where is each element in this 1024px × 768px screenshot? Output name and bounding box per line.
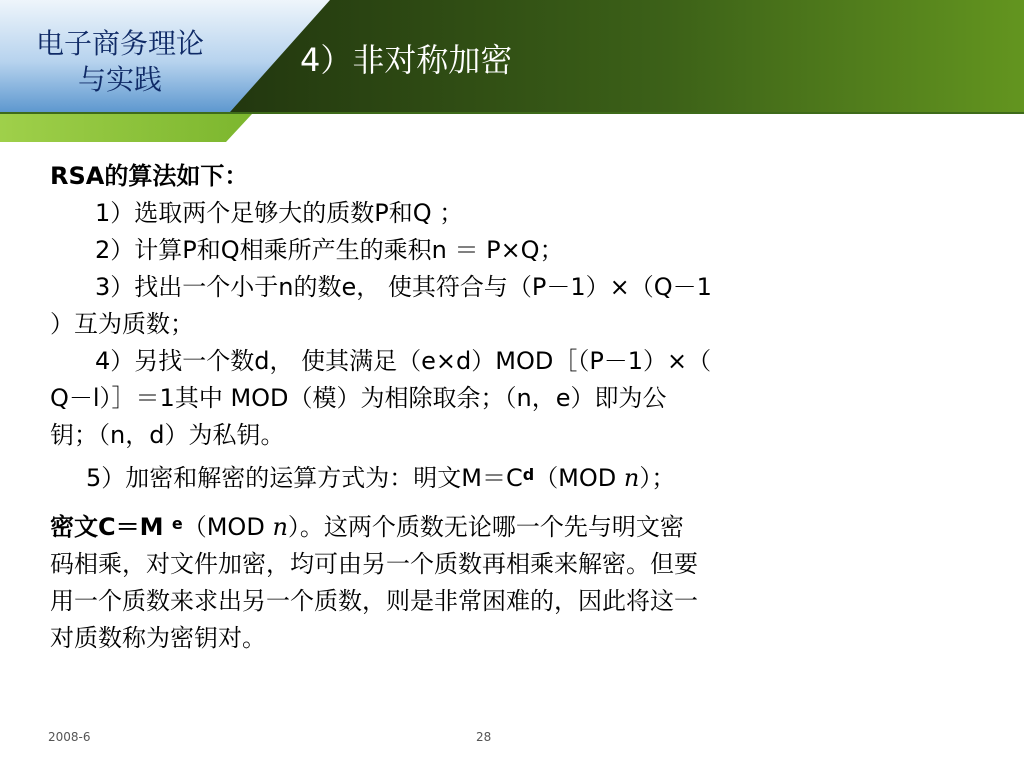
ciphertext-line1	[50, 509, 980, 546]
step-3-line1: 3）找出一个小于n的数e， 使其符合与（P－1）×（Q－1	[95, 273, 712, 301]
step-5-n: n	[623, 464, 640, 492]
slide-title: 4）非对称加密	[300, 41, 513, 79]
course-title-line1: 电子商务理论	[35, 27, 204, 60]
header-band	[0, 0, 1024, 142]
step-1: 1）选取两个足够大的质数P和Q ；	[95, 199, 464, 227]
ciphertext-exponent: e	[171, 514, 183, 533]
paragraph-line2: 码相乘，对文件加密，均可由另一个质数再相乘来解密。但要	[50, 550, 698, 578]
step-5-mod: （MOD	[534, 464, 624, 492]
footer-date: 2008-6	[48, 730, 91, 744]
ciphertext-rest: ）。这两个质数无论哪一个先与明文密	[287, 513, 684, 541]
step-4-line2: Q－l）］＝1其中 MOD（模）为相除取余；（n，e）即为公	[50, 384, 667, 412]
step-4-line1: 4）另找一个数d， 使其满足（e×d）MOD［（P－1）×（	[95, 347, 712, 375]
paragraph-line3: 用一个质数来求出另一个质数，则是非常困难的，因此将这一	[50, 587, 698, 615]
step-5	[50, 460, 980, 497]
course-title	[0, 26, 240, 98]
paragraph-line4: 对质数称为密钥对。	[50, 624, 266, 652]
step-5-exponent: d	[522, 465, 535, 484]
course-title-line2: 与实践	[77, 63, 162, 96]
ciphertext-prefix: 密文C＝M	[50, 513, 172, 541]
slide-body	[50, 158, 980, 657]
ciphertext-mod: （MOD	[182, 513, 273, 541]
rsa-intro: RSA的算法如下：	[50, 162, 249, 190]
page-number: 28	[476, 730, 492, 744]
step-2: 2）计算P和Q相乘所产生的乘积n ＝ P×Q；	[95, 236, 564, 264]
step-5-prefix: 5）加密和解密的运算方式为：明文M＝C	[86, 464, 523, 492]
step-5-suffix: ）；	[639, 464, 676, 492]
step-3-line2: ）互为质数；	[50, 310, 194, 338]
ciphertext-n: n	[272, 513, 288, 541]
step-4-line3: 钥；（n，d）为私钥。	[50, 421, 285, 449]
